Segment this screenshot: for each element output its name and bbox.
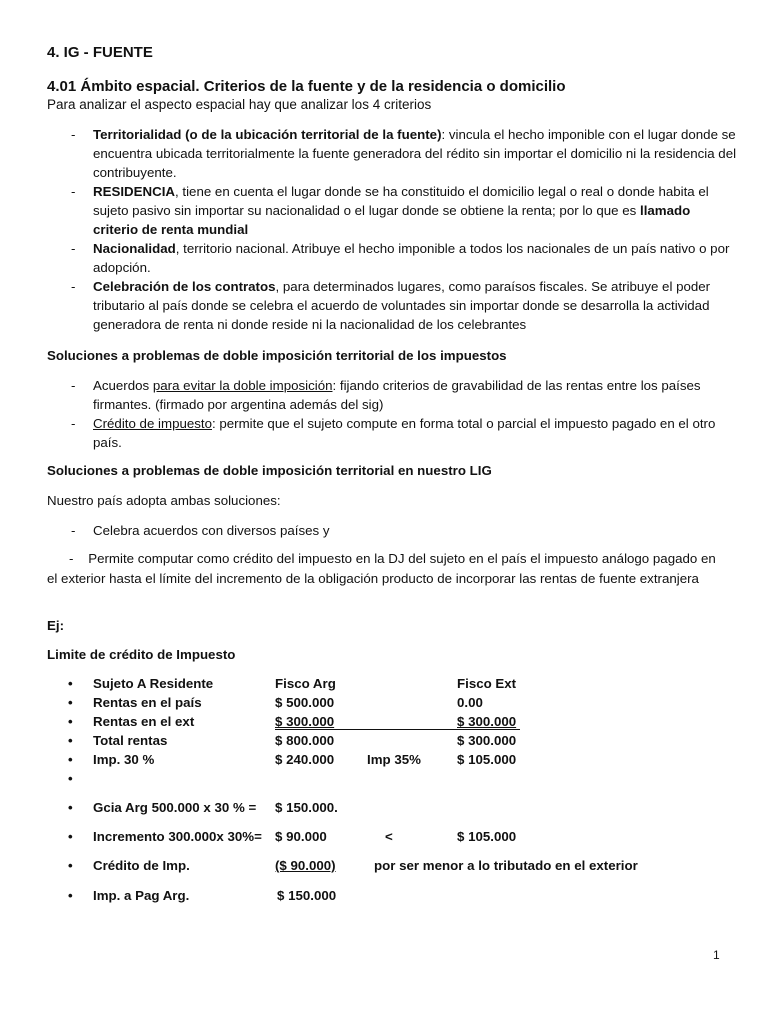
fisco-ext-cell: $ 105.000: [457, 752, 517, 767]
criterio-text: , tiene en cuenta el lugar donde se ha constituido el domicilio legal o real o donde habita el sujeto pasivo sin importar su nacionalidad o el lugar donde se obtiene la renta; por lo que es: [93, 184, 709, 218]
criterio-emphasis: llamado criterio de renta mundial: [93, 203, 691, 237]
table-row: [47, 676, 737, 695]
lig-item-text: Permite computar como crédito del impuesto en la DJ del sujeto en el país el impuesto análogo pagado en el exterior hasta el límite del incremento de la obligación producto de incorporar las rentas de fuente extranjera: [47, 551, 716, 586]
pay-row: [47, 888, 737, 907]
solucion-term: para evitar la doble imposición: [152, 378, 333, 393]
example-label: Ej:: [47, 618, 64, 633]
credit-row: [47, 858, 737, 877]
row-label: Gcia Arg 500.000 x 30 % =: [93, 800, 257, 815]
lig-list: [47, 521, 737, 540]
list-dash: -: [71, 184, 76, 199]
fisco-arg-cell: $ 240.000: [275, 752, 335, 767]
list-item: [47, 521, 737, 540]
table-row: [47, 771, 737, 790]
bullet: •: [68, 800, 73, 815]
bullet: •: [68, 676, 73, 691]
lig-item-2: [47, 549, 727, 588]
solucion-text: : fijando criterios de gravabilidad de las rentas entre los países firmantes. (firmado por argentina además del sig): [93, 378, 701, 412]
fisco-arg-cell: $ 300.000: [275, 714, 335, 729]
row-label: Imp. a Pag Arg.: [93, 888, 190, 903]
list-dash: -: [71, 523, 76, 538]
bullet: •: [68, 829, 73, 844]
bullet: •: [68, 714, 73, 729]
row-label: Imp. 30 %: [93, 752, 155, 767]
criterio-text: , territorio nacional. Atribuye el hecho imponible a todos los nacionales de un país nativo o por adopción.: [93, 241, 730, 275]
row-label: Sujeto A Residente: [93, 676, 214, 691]
soluciones-title: Soluciones a problemas de doble imposición territorial de los impuestos: [47, 348, 507, 363]
list-item: [47, 125, 737, 182]
bullet: •: [68, 733, 73, 748]
bullet: •: [68, 858, 73, 873]
criterio-term: Nacionalidad: [93, 241, 176, 256]
limite-title: Limite de crédito de Impuesto: [47, 647, 236, 662]
bullet: •: [68, 695, 73, 710]
criterio-text: , para determinados lugares, como paraísos fiscales. Se atribuye el poder tributario al país donde se celebra el acuerdo de voluntades sin importar donde se desarrolla la actividad generadora de renta ni donde reside ni la nacionalidad de los celebrantes: [93, 279, 711, 332]
fisco-arg-cell: $ 800.000: [275, 733, 335, 748]
list-item: [47, 239, 737, 277]
fisco-ext-cell: $ 300.000: [457, 714, 517, 729]
list-dash: -: [69, 551, 74, 566]
row-label: Rentas en el ext: [93, 714, 195, 729]
page-number: 1: [713, 948, 720, 962]
fisco-ext-cell: 0.00: [457, 695, 483, 710]
section-heading: 4. IG - FUENTE: [47, 44, 153, 61]
list-dash: -: [71, 416, 76, 431]
criterio-term: RESIDENCIA: [93, 184, 176, 199]
intro-text: Para analizar el aspecto espacial hay que analizar los 4 criterios: [47, 97, 432, 112]
list-item: [47, 414, 737, 452]
lig-title: Soluciones a problemas de doble imposición territorial en nuestro LIG: [47, 463, 492, 478]
subsection-heading: 4.01 Ámbito espacial. Criterios de la fuente y de la residencia o domicilio: [47, 78, 566, 95]
bullet: •: [68, 771, 73, 786]
table-row: [47, 695, 737, 714]
solucion-term: Crédito de impuesto: [93, 416, 212, 431]
ext-rate-cell: Imp 35%: [367, 752, 421, 767]
list-dash: -: [71, 127, 76, 142]
table-row: [47, 714, 737, 733]
soluciones-list: [47, 376, 737, 452]
row-label: Incremento 300.000x 30%=: [93, 829, 262, 844]
fisco-ext-cell: $ 300.000: [457, 733, 517, 748]
criterios-list: [47, 125, 737, 334]
pay-value: $ 150.000: [277, 888, 337, 903]
list-dash: -: [71, 241, 76, 256]
less-than-sign: <: [385, 829, 393, 844]
table-row: [47, 752, 737, 771]
calc-compare-value: $ 105.000: [457, 829, 517, 844]
solucion-text: : permite que el sujeto compute en forma total o parcial el impuesto pagado en el otro país.: [93, 416, 716, 450]
fisco-ext-cell: Fisco Ext: [457, 676, 517, 691]
lig-intro: Nuestro país adopta ambas soluciones:: [47, 493, 281, 508]
fisco-arg-cell: Fisco Arg: [275, 676, 336, 691]
calc-value: $ 90.000: [275, 829, 327, 844]
criterio-term: Celebración de los contratos: [93, 279, 276, 294]
criterio-term: Territorialidad (o de la ubicación territorial de la fuente): [93, 127, 442, 142]
credit-value: ($ 90.000): [275, 858, 336, 873]
list-item: [47, 277, 737, 334]
criterio-text: : vincula el hecho imponible con el lugar donde se encuentra ubicada territorialmente la fuente generadora del rédito sin importar el domicilio ni la residencia del contribuyente.: [93, 127, 737, 180]
calc-row: [47, 800, 737, 819]
sum-divider: [275, 729, 520, 730]
row-label: Total rentas: [93, 733, 168, 748]
fisco-arg-cell: $ 500.000: [275, 695, 335, 710]
list-item: [47, 182, 737, 239]
list-dash: -: [71, 279, 76, 294]
bullet: •: [68, 752, 73, 767]
solucion-pre: Acuerdos: [93, 378, 153, 393]
row-label: Crédito de Imp.: [93, 858, 190, 873]
credit-note: por ser menor a lo tributado en el exterior: [374, 858, 638, 873]
row-label: Rentas en el país: [93, 695, 202, 710]
lig-item-text: Celebra acuerdos con diversos países y: [93, 523, 330, 538]
table-row: [47, 733, 737, 752]
list-dash: -: [71, 378, 76, 393]
calc-row: [47, 829, 737, 848]
calc-value: $ 150.000.: [275, 800, 338, 815]
bullet: •: [68, 888, 73, 903]
list-item: [47, 376, 737, 414]
